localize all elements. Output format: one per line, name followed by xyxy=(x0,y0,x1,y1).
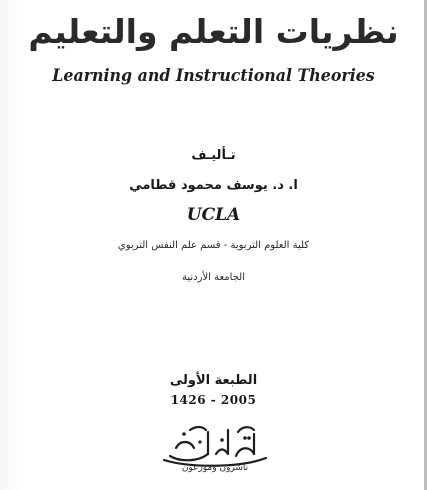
publisher-name-hidden xyxy=(215,457,216,459)
publication-years: 1426 - 2005 xyxy=(170,393,257,407)
author-label: تـأليـف xyxy=(191,148,236,163)
edition-label: الطبعة الأولى xyxy=(169,373,258,388)
affiliation-short: UCLA xyxy=(186,205,241,225)
university-line: الجامعة الأردنية xyxy=(182,272,245,283)
publisher-subtitle: ناشرون وموزعون xyxy=(181,463,249,473)
author-name: ا. د. يوسف محمود قطامي xyxy=(129,178,298,193)
faculty-line: كلية العلوم التربوية - قسم علم النفس التربوي xyxy=(117,240,310,251)
english-title: Learning and Instructional Theories xyxy=(52,66,375,86)
arabic-title: نظريات التعلم والتعليم xyxy=(28,12,399,51)
